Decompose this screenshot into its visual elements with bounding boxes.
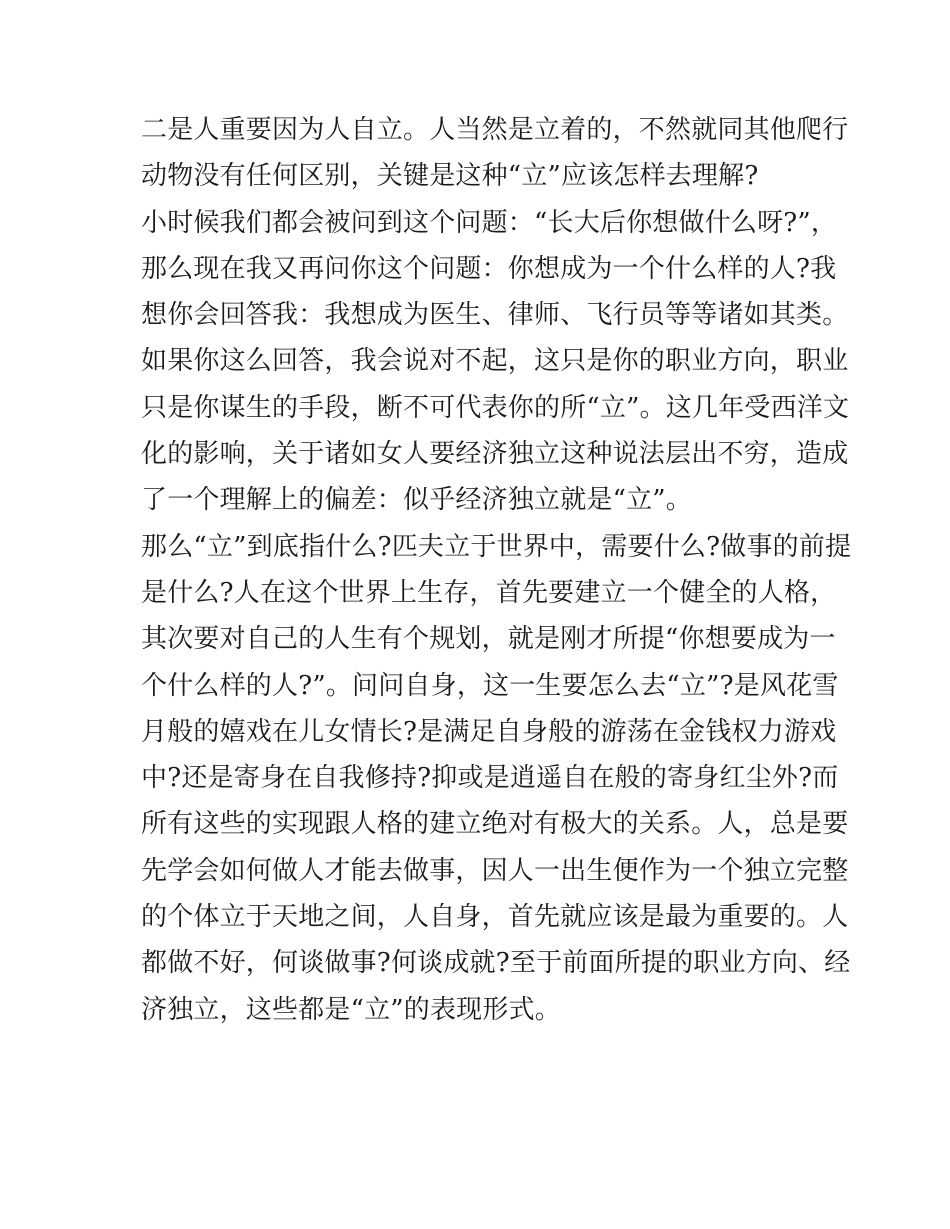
text-line: 如果你这么回答，我会说对不起，这只是你的职业方向，职业 <box>141 346 849 377</box>
text-line: 小时候我们都会被问到这个问题：“长大后你想做什么呀?”， <box>141 207 838 238</box>
text-line: 都做不好，何谈做事?何谈成就?至于前面所提的职业方向、经 <box>141 948 851 979</box>
text-line: 只是你谋生的手段，断不可代表你的所“立”。这几年受西洋文 <box>141 392 850 423</box>
text-line: 所有这些的实现跟人格的建立绝对有极大的关系。人，总是要 <box>141 809 849 840</box>
text-line: 先学会如何做人才能去做事，因人一出生便作为一个独立完整 <box>141 855 849 886</box>
text-line: 其次要对自己的人生有个规划，就是刚才所提“你想要成为一 <box>141 624 836 655</box>
text-line: 二是人重要因为人自立。人当然是立着的，不然就同其他爬行 <box>141 115 849 145</box>
text-line: 那么“立”到底指什么?匹夫立于世界中，需要什么?做事的前提 <box>141 531 852 562</box>
body-text <box>141 107 852 1033</box>
text-line: 济独立，这些都是“立”的表现形式。 <box>141 994 561 1025</box>
text-line: 想你会回答我：我想成为医生、律师、飞行员等等诸如其类。 <box>141 300 849 331</box>
text-line: 是什么?人在这个世界上生存，首先要建立一个健全的人格， <box>141 577 837 608</box>
text-line: 了一个理解上的偏差：似乎经济独立就是“立”。 <box>141 485 692 516</box>
text-line: 月般的嬉戏在儿女情长?是满足自身般的游荡在金钱权力游戏 <box>141 716 837 747</box>
text-line: 那么现在我又再问你这个问题：你想成为一个什么样的人?我 <box>141 253 837 284</box>
text-line: 的个体立于天地之间，人自身，首先就应该是最为重要的。人 <box>141 902 849 933</box>
text-line: 个什么样的人?”。问问自身，这一生要怎么去“立”?是风花雪 <box>141 670 839 701</box>
text-line: 动物没有任何区别，关键是这种“立”应该怎样去理解? <box>141 161 759 192</box>
text-line: 化的影响，关于诸如女人要经济独立这种说法层出不穷，造成 <box>141 439 849 470</box>
text-line: 中?还是寄身在自我修持?抑或是逍遥自在般的寄身红尘外?而 <box>141 763 839 794</box>
